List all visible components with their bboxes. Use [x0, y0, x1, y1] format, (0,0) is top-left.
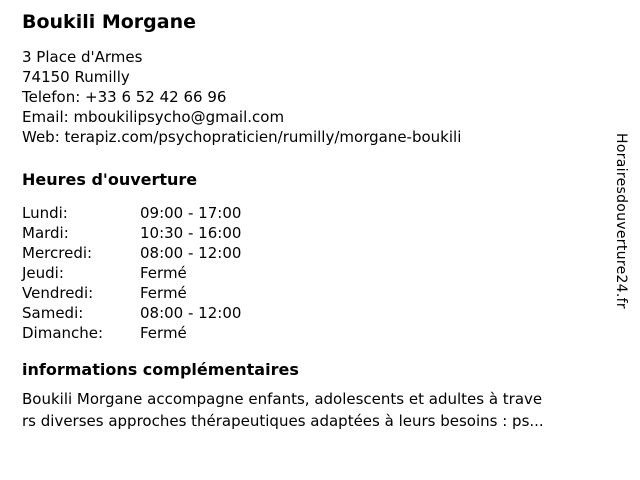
opening-hours-table — [22, 203, 640, 343]
additional-info-heading: informations complémentaires — [22, 360, 299, 379]
day-label: Jeudi: — [22, 264, 64, 282]
day-label: Lundi: — [22, 204, 68, 222]
address-line-2: 74150 Rumilly — [22, 68, 130, 86]
info-text-line-1: Boukili Morgane accompagne enfants, adolescents et adultes à trave — [22, 390, 543, 408]
hours-row-friday — [22, 283, 640, 303]
time-value: Fermé — [140, 284, 187, 302]
day-label: Dimanche: — [22, 324, 104, 342]
time-value: Fermé — [140, 324, 187, 342]
time-value: 09:00 - 17:00 — [140, 204, 242, 222]
hours-row-wednesday — [22, 243, 640, 263]
day-label: Samedi: — [22, 304, 84, 322]
time-value: 08:00 - 12:00 — [140, 244, 242, 262]
additional-info-text — [22, 388, 640, 432]
hours-row-sunday — [22, 323, 640, 343]
day-label: Vendredi: — [22, 284, 94, 302]
opening-hours-heading: Heures d'ouverture — [22, 170, 198, 189]
page-title: Boukili Morgane — [22, 11, 197, 33]
address-line-1: 3 Place d'Armes — [22, 48, 143, 66]
brand-watermark-vertical: Horairesdouverture24.fr — [613, 133, 629, 309]
hours-row-tuesday — [22, 223, 640, 243]
phone-line: Telefon: +33 6 52 42 66 96 — [22, 88, 227, 106]
hours-row-saturday — [22, 303, 640, 323]
info-text-line-2: rs diverses approches thérapeutiques adaptées à leurs besoins : ps... — [22, 412, 544, 430]
time-value: 10:30 - 16:00 — [140, 224, 242, 242]
hours-row-monday — [22, 203, 640, 223]
contact-block — [22, 47, 640, 147]
day-label: Mardi: — [22, 224, 69, 242]
time-value: Fermé — [140, 264, 187, 282]
email-line: Email: mboukilipsycho@gmail.com — [22, 108, 285, 126]
day-label: Mercredi: — [22, 244, 93, 262]
time-value: 08:00 - 12:00 — [140, 304, 242, 322]
website-line: Web: terapiz.com/psychopraticien/rumilly/morgane-boukili — [22, 128, 462, 146]
hours-row-thursday — [22, 263, 640, 283]
